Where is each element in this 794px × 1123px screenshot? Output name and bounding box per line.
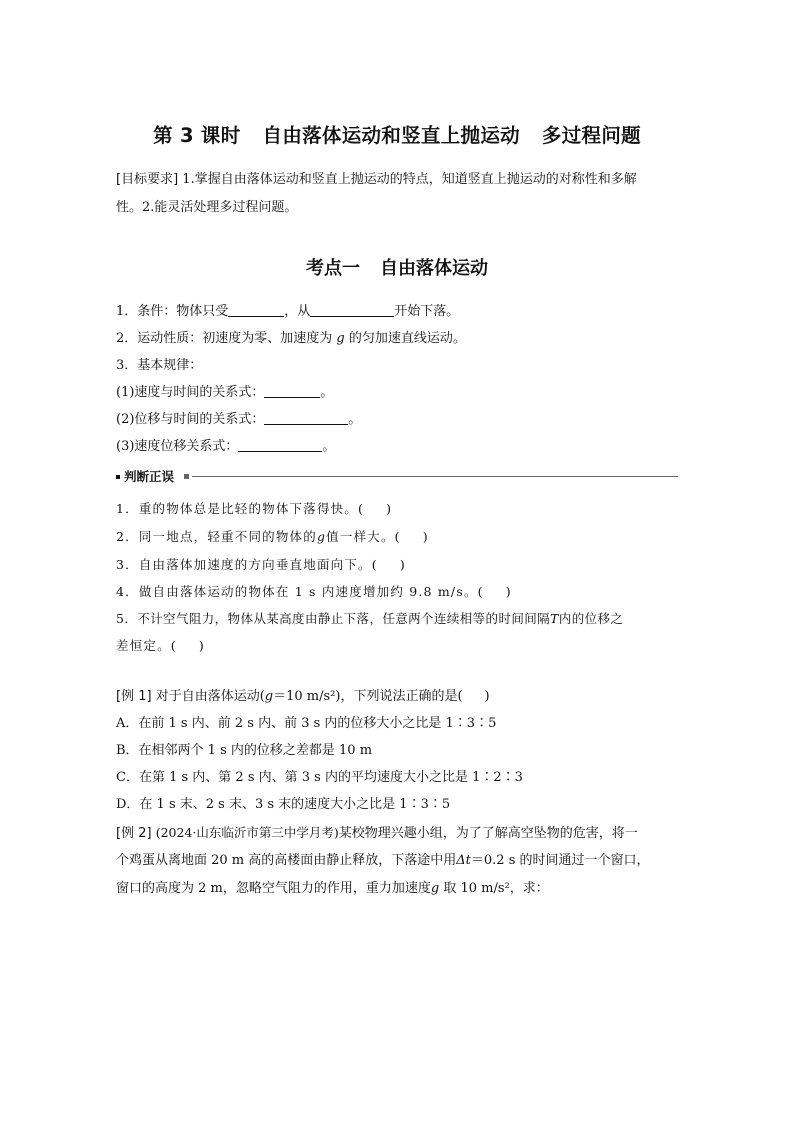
- judge-text: 5．不计空气阻力，物体从某高度由静止下落，任意两个连续相等的时间间隔: [116, 611, 551, 626]
- judge-item-5-cont: [116, 636, 205, 656]
- square-bullet-icon: [116, 475, 120, 479]
- example-2-line-2: [116, 851, 650, 871]
- period: 。: [348, 412, 362, 427]
- divider-rule: [192, 476, 678, 477]
- option-text: D．在 1 s 末、2 s 末、3 s 末的速度大小之比是 1∶3∶5: [116, 797, 451, 812]
- lesson-number: 第 3 课时: [153, 124, 241, 147]
- period: 。: [322, 439, 336, 454]
- judge-item-3: [116, 555, 406, 575]
- judge-item-4: [116, 582, 512, 602]
- example-2-line-1: [116, 823, 638, 844]
- judge-section-bar: [116, 467, 678, 487]
- knowledge-text: 开始下落。: [394, 304, 460, 319]
- divider-dot: [184, 474, 189, 479]
- bracket-close: ): [422, 529, 429, 544]
- knowledge-sub-2: [116, 410, 361, 430]
- bracket-close: ): [484, 689, 490, 704]
- example-text: 个鸡蛋从离地面 20 m 高的高楼面由静止释放，下落途中用: [116, 853, 457, 868]
- judge-text: 差恒定。(: [116, 638, 177, 653]
- judge-label-text: 判断正误: [124, 469, 175, 484]
- example-text: 窗口的高度为 2 m，忽略空气阻力的作用，重力加速度: [116, 881, 431, 896]
- knowledge-text: ，从: [284, 304, 311, 319]
- example-1-option-d[interactable]: [116, 795, 450, 815]
- judge-label: [116, 467, 174, 487]
- fill-blank[interactable]: [264, 410, 348, 425]
- goals-line-1: [116, 170, 637, 190]
- knowledge-text: (3)速度位移关系式：: [116, 439, 239, 454]
- knowledge-text: (2)位移与时间的关系式：: [116, 412, 265, 427]
- lesson-subtopic: 多过程问题: [541, 124, 641, 147]
- goals-text-2: 性。2.能灵活处理多过程问题。: [116, 200, 298, 215]
- knowledge-text: 3．基本规律：: [116, 358, 203, 373]
- judge-text: 4．做自由落体运动的物体在 1 s 内速度增加约 9.8 m/s。(: [116, 584, 484, 599]
- knowledge-text: 的匀加速直线运动。: [348, 331, 466, 346]
- bracket-close: ): [505, 584, 512, 599]
- knowledge-item-3: [116, 356, 202, 376]
- example-1-option-b[interactable]: [116, 741, 372, 761]
- example-2-line-3: [116, 879, 549, 899]
- knowledge-sub-3: [116, 437, 335, 457]
- example-text: 对于自由落体运动(: [155, 689, 265, 704]
- example-text: ＝0.2 s 的时间通过一个窗口，: [470, 853, 650, 868]
- example-text: 取 10 m/s²，求：: [443, 881, 549, 896]
- knowledge-item-1: [116, 302, 459, 322]
- example-1-stem: [116, 687, 490, 707]
- knowledge-sub-1: [116, 383, 333, 403]
- judge-item-5: [116, 609, 623, 629]
- section-name: 自由落体运动: [380, 258, 488, 279]
- symbol-T: T: [550, 611, 559, 626]
- section-label: 考点一: [306, 258, 360, 279]
- judge-text: 2．同一地点，轻重不同的物体的: [116, 529, 317, 544]
- fill-blank[interactable]: [228, 302, 284, 317]
- goals-tag: [目标要求]: [116, 172, 179, 187]
- goals-text-1: 1.掌握自由落体运动和竖直上抛运动的特点，知道竖直上抛运动的对称性和多解: [182, 172, 637, 187]
- judge-text: 1．重的物体总是比轻的物体下落得快。(: [116, 501, 365, 516]
- section-heading: [0, 254, 794, 280]
- bracket-close: ): [399, 557, 406, 572]
- judge-text: 3．自由落体加速度的方向垂直地面向下。(: [116, 557, 378, 572]
- page-title: [0, 120, 794, 148]
- example-2-source: (2024·山东临沂市第三中学月考): [155, 825, 339, 840]
- symbol-g: g: [430, 881, 440, 896]
- option-text: A．在前 1 s 内、前 2 s 内、前 3 s 内的位移大小之比是 1∶3∶5: [116, 716, 497, 731]
- option-text: B．在相邻两个 1 s 内的位移之差都是 10 m: [116, 743, 373, 758]
- knowledge-text: (1)速度与时间的关系式：: [116, 385, 265, 400]
- symbol-g: g: [316, 529, 327, 544]
- example-2-tag: [例 2]: [116, 826, 152, 841]
- example-1-option-a[interactable]: [116, 714, 496, 734]
- judge-item-2: [116, 527, 429, 547]
- judge-text: 内的位移之: [558, 611, 624, 626]
- example-text: ＝10 m/s²)，下列说法正确的是(: [273, 689, 463, 704]
- bracket-close: ): [386, 501, 393, 516]
- symbol-g: g: [264, 689, 274, 704]
- symbol-delta-t: Δt: [456, 853, 471, 868]
- knowledge-text: 1．条件：物体只受: [116, 304, 229, 319]
- judge-text: 值一样大。(: [326, 529, 401, 544]
- option-text: C．在第 1 s 内、第 2 s 内、第 3 s 内的平均速度大小之比是 1∶2∶3: [116, 770, 523, 785]
- period: 。: [320, 385, 334, 400]
- example-1-tag: [例 1]: [116, 689, 152, 704]
- fill-blank[interactable]: [264, 383, 320, 398]
- fill-blank[interactable]: [310, 302, 394, 317]
- symbol-g: g: [336, 331, 345, 346]
- example-1-option-c[interactable]: [116, 768, 523, 788]
- fill-blank[interactable]: [238, 437, 322, 452]
- knowledge-text: 2．运动性质：初速度为零、加速度为: [116, 331, 333, 346]
- lesson-topic: 自由落体运动和竖直上抛运动: [262, 124, 520, 147]
- bracket-close: ): [198, 638, 205, 653]
- goals-line-2: [116, 198, 297, 218]
- knowledge-item-2: [116, 329, 466, 349]
- judge-item-1: [116, 499, 392, 519]
- example-text: 某校物理兴趣小组，为了了解高空坠物的危害，将一: [338, 826, 638, 841]
